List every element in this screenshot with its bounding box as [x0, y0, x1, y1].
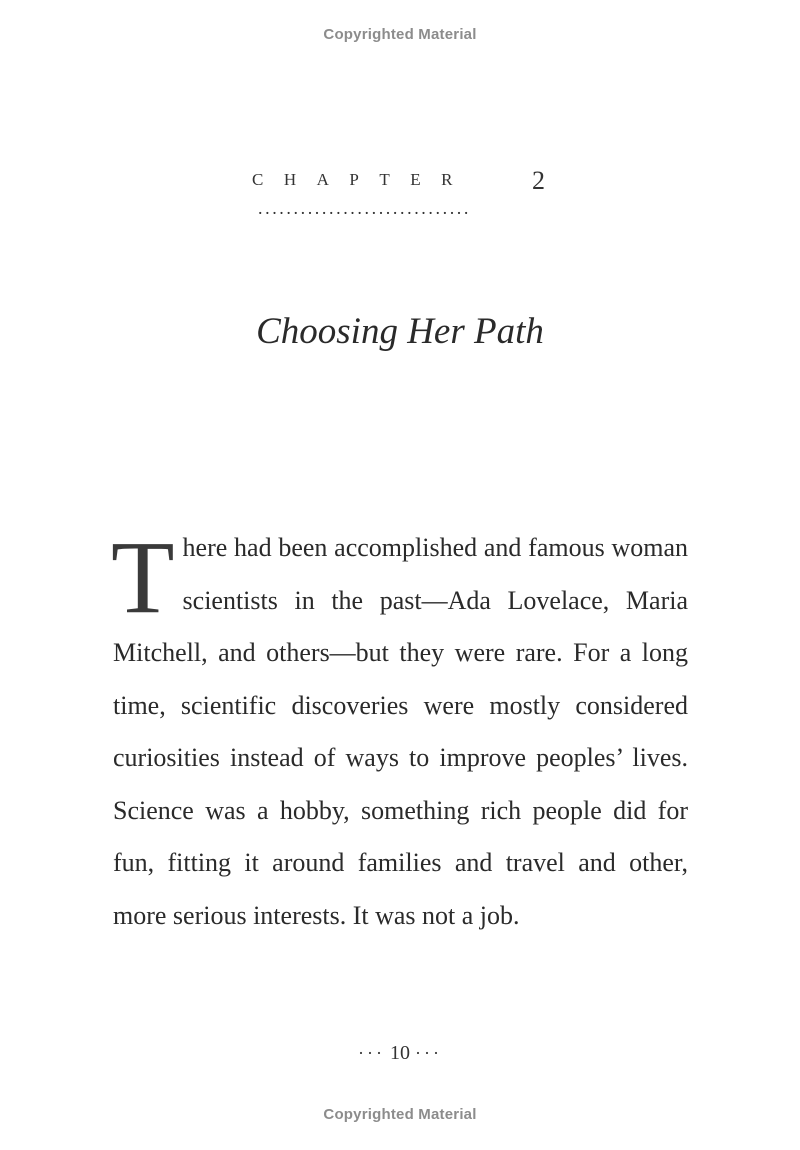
page-number-dots-right: ··· [415, 1043, 442, 1063]
page-number-dots-left: ··· [358, 1043, 385, 1063]
page-number-footer [0, 1042, 800, 1065]
body-paragraph [113, 522, 688, 942]
page-number: 10 [390, 1042, 410, 1064]
copyright-watermark-bottom: Copyrighted Material [323, 1106, 477, 1123]
chapter-word: CHAPTER [252, 170, 473, 189]
chapter-heading [252, 166, 552, 196]
chapter-dot-ornament: .............................. [258, 198, 471, 218]
chapter-number: 2 [532, 166, 545, 195]
copyright-watermark-top: Copyrighted Material [323, 26, 477, 43]
drop-cap: T [111, 520, 175, 635]
paragraph-text: here had been accomplished and famous woman scientists in the past—Ada Lovelace, Maria Mitchell, and others—but they were rare. For a long time, scientific discoveries were mostly considered curiosities instead of ways to improve peoples’ lives. Science was a hobby, something rich people did for fun, fitting it around families and travel and other, more serious interests. It was not a job. [113, 533, 688, 930]
chapter-title: Choosing Her Path [256, 311, 544, 352]
